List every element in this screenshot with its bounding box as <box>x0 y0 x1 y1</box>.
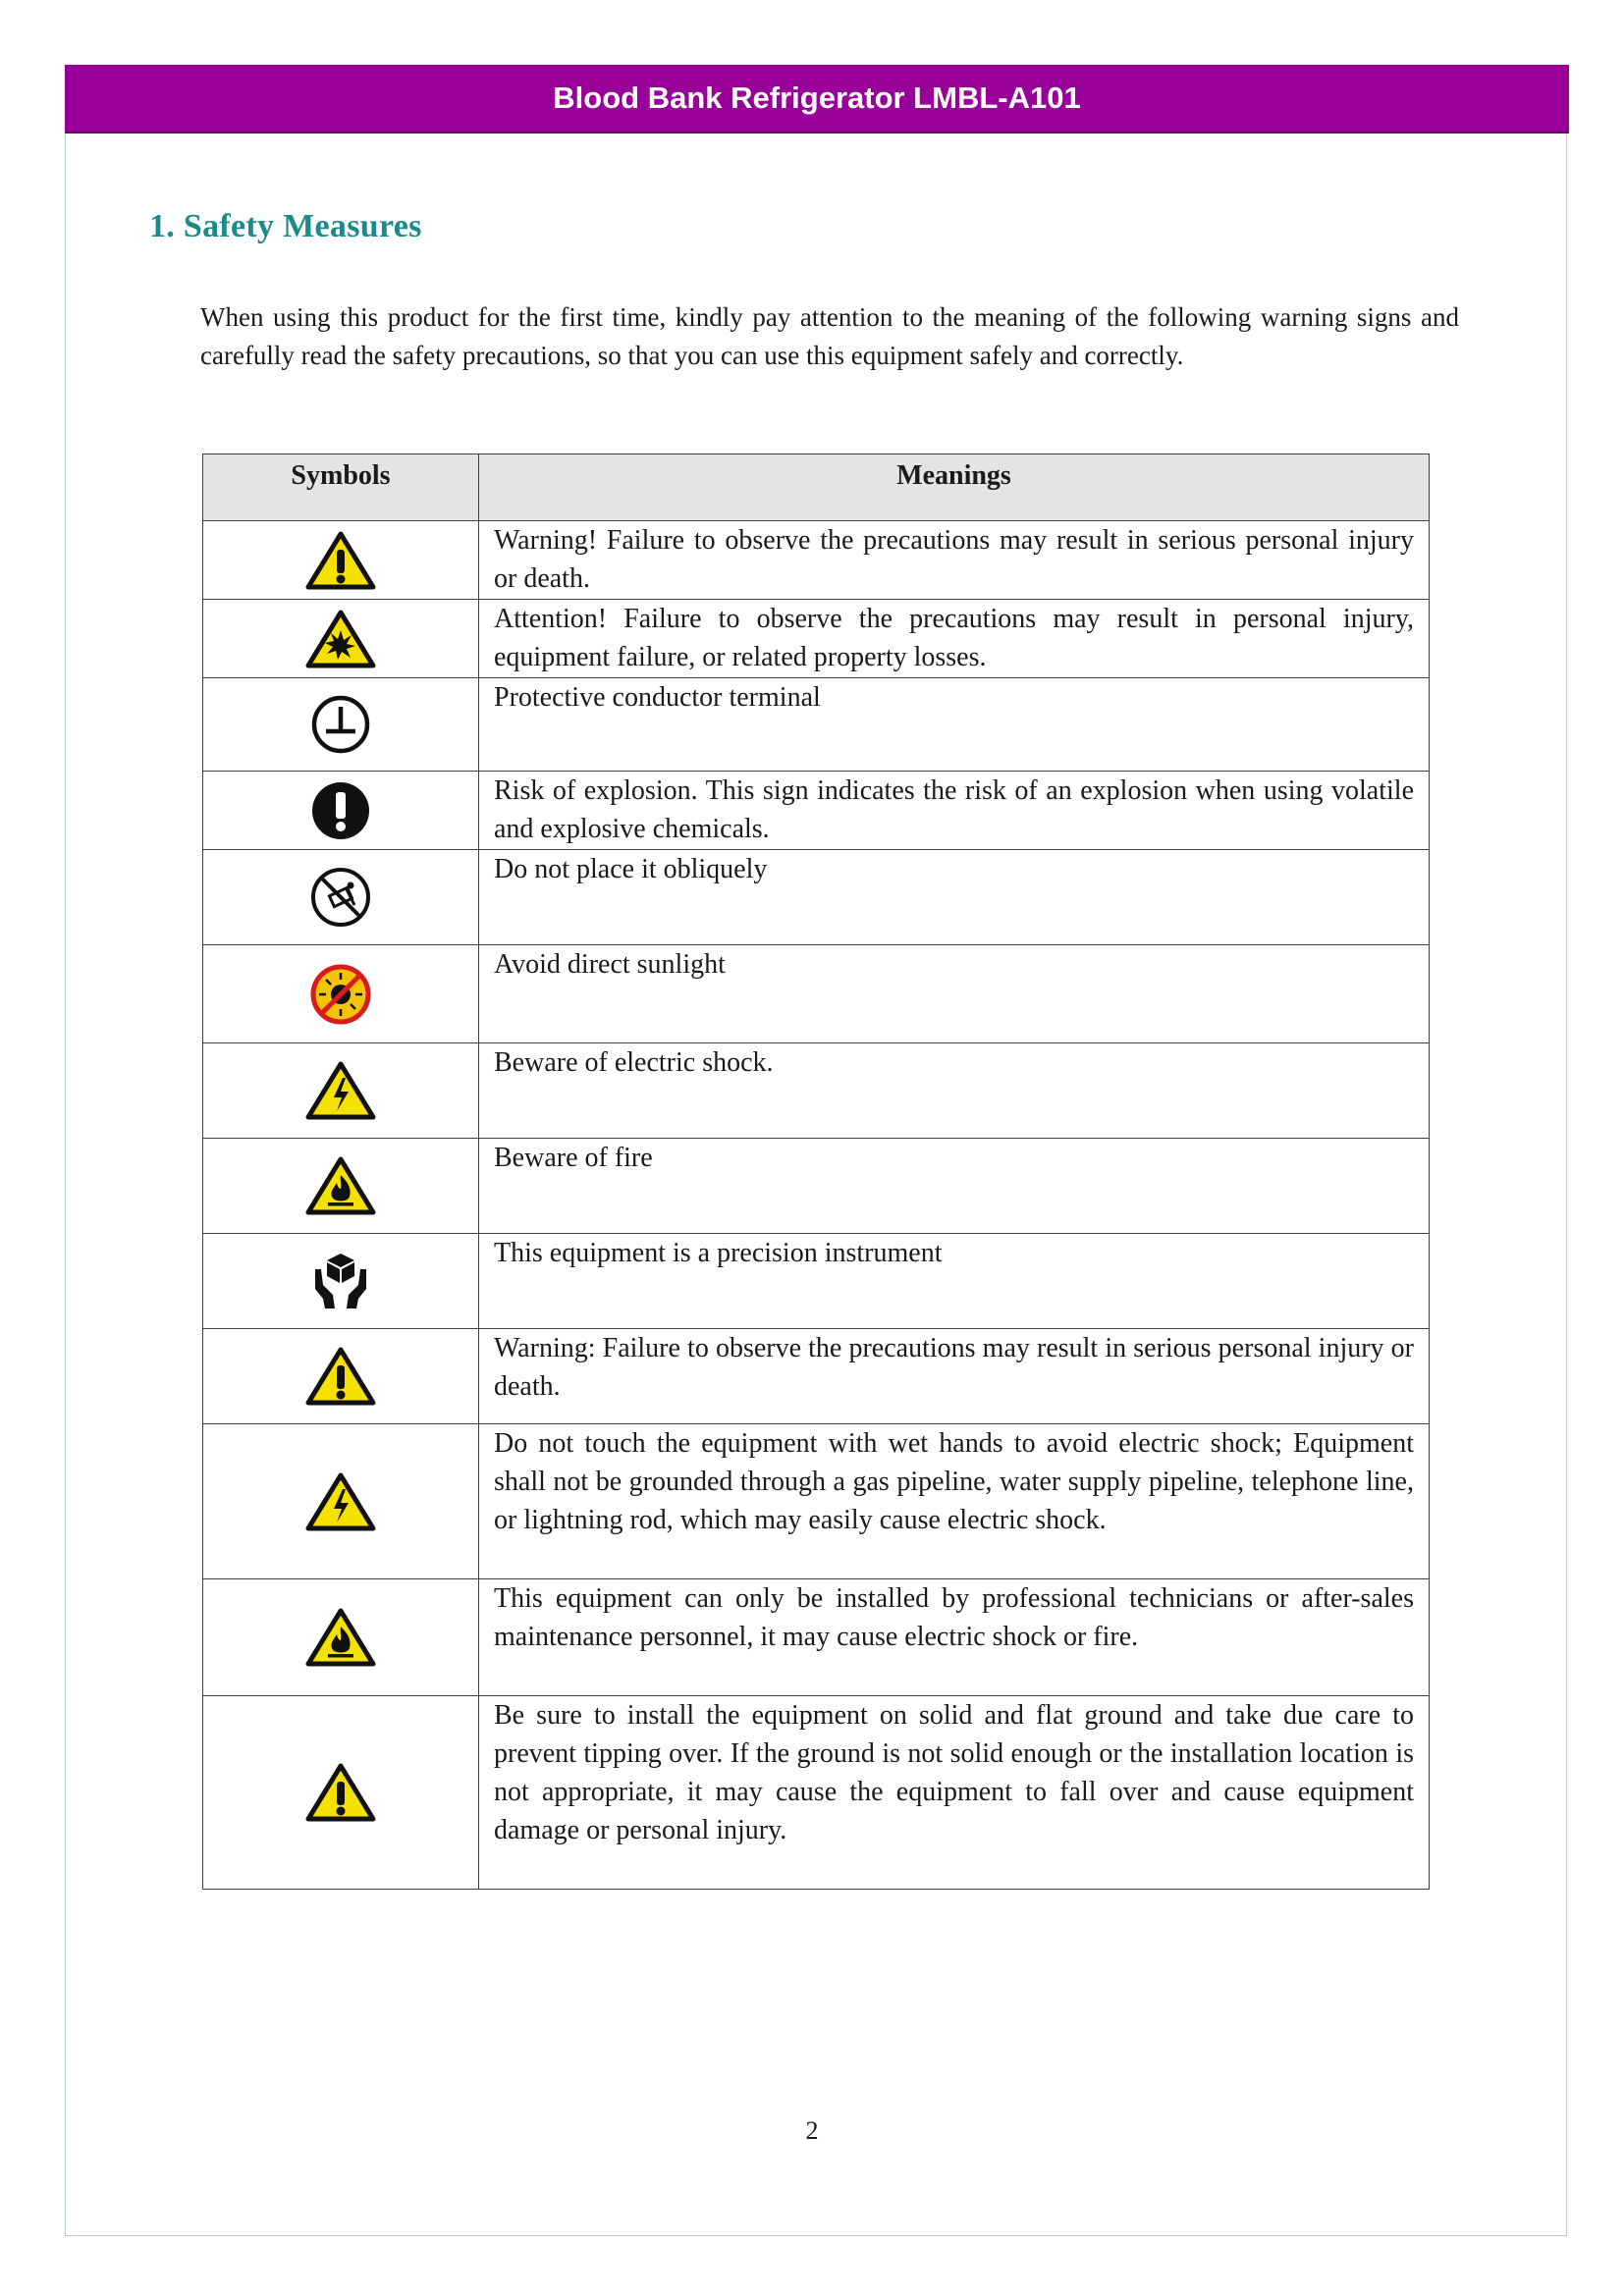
symbol-cell <box>203 1696 479 1890</box>
symbol-cell <box>203 945 479 1043</box>
meaning-cell: Attention! Failure to observe the precautions may result in personal injury, equipment failure, or related property losses. <box>479 600 1430 678</box>
symbol-cell <box>203 850 479 945</box>
fire-warning-icon <box>304 1607 377 1668</box>
symbol-cell <box>203 521 479 600</box>
meaning-cell: This equipment is a precision instrument <box>479 1234 1430 1329</box>
explosion-triangle-icon <box>304 609 377 669</box>
protective-earth-icon <box>309 693 372 756</box>
table-row <box>203 772 1430 850</box>
meaning-cell: Risk of explosion. This sign indicates the risk of an explosion when using volatile and explosive chemicals. <box>479 772 1430 850</box>
table-row <box>203 945 1430 1043</box>
meanings-column-header: Meanings <box>479 454 1430 521</box>
table-row <box>203 1424 1430 1579</box>
table-row <box>203 1329 1430 1424</box>
table-row <box>203 1139 1430 1234</box>
meaning-cell: Be sure to install the equipment on solid and flat ground and take due care to prevent tipping over. If the ground is not solid enough or the installation location is not appropriate, it may cause the equipment to fall over and cause equipment damage or personal injury. <box>479 1696 1430 1890</box>
no-tilting-icon <box>309 866 372 929</box>
meaning-cell: Beware of electric shock. <box>479 1043 1430 1139</box>
symbol-cell <box>203 1043 479 1139</box>
fragile-handle-with-care-icon <box>309 1250 372 1312</box>
table-row <box>203 1579 1430 1696</box>
electric-shock-icon <box>304 1471 377 1532</box>
symbol-cell <box>203 772 479 850</box>
meaning-cell: Do not touch the equipment with wet hands to avoid electric shock; Equipment shall not be grounded through a gas pipeline, water supply pipeline, telephone line, or lightning rod, which may easily cause electric shock. <box>479 1424 1430 1579</box>
table-row <box>203 600 1430 678</box>
meaning-cell: Do not place it obliquely <box>479 850 1430 945</box>
intro-paragraph: When using this product for the first time, kindly pay attention to the meaning of the following warning signs and carefully read the safety precautions, so that you can use this equipment safely and correctly. <box>200 302 1459 370</box>
table-row <box>203 1043 1430 1139</box>
symbol-cell <box>203 1424 479 1579</box>
warning-triangle-icon <box>304 530 377 591</box>
section-heading: 1. Safety Measures <box>149 208 422 244</box>
symbols-column-header: Symbols <box>203 454 479 521</box>
table-row <box>203 678 1430 772</box>
symbol-cell <box>203 1579 479 1696</box>
table-row <box>203 521 1430 600</box>
exclamation-circle-icon <box>309 779 372 842</box>
table-row <box>203 1696 1430 1890</box>
meaning-cell: This equipment can only be installed by professional technicians or after-sales maintenance personnel, it may cause electric shock or fire. <box>479 1579 1430 1696</box>
document-header-title: Blood Bank Refrigerator LMBL-A101 <box>65 65 1569 133</box>
meaning-cell: Warning! Failure to observe the precautions may result in serious personal injury or death. <box>479 521 1430 600</box>
electric-shock-icon <box>304 1060 377 1121</box>
warning-triangle-icon <box>304 1346 377 1407</box>
meaning-cell: Avoid direct sunlight <box>479 945 1430 1043</box>
fire-warning-icon <box>304 1155 377 1216</box>
no-sunlight-icon <box>309 963 372 1026</box>
symbol-cell <box>203 1329 479 1424</box>
meaning-cell: Warning: Failure to observe the precautions may result in serious personal injury or death. <box>479 1329 1430 1424</box>
table-row <box>203 850 1430 945</box>
meaning-cell: Protective conductor terminal <box>479 678 1430 772</box>
page-number: 2 <box>805 2116 819 2145</box>
warning-triangle-icon <box>304 1762 377 1823</box>
meaning-cell: Beware of fire <box>479 1139 1430 1234</box>
symbol-cell <box>203 678 479 772</box>
symbol-cell <box>203 600 479 678</box>
symbol-cell <box>203 1234 479 1329</box>
table-row <box>203 1234 1430 1329</box>
table-header-row <box>203 454 1430 521</box>
safety-symbols-table <box>202 454 1430 1890</box>
symbol-cell <box>203 1139 479 1234</box>
